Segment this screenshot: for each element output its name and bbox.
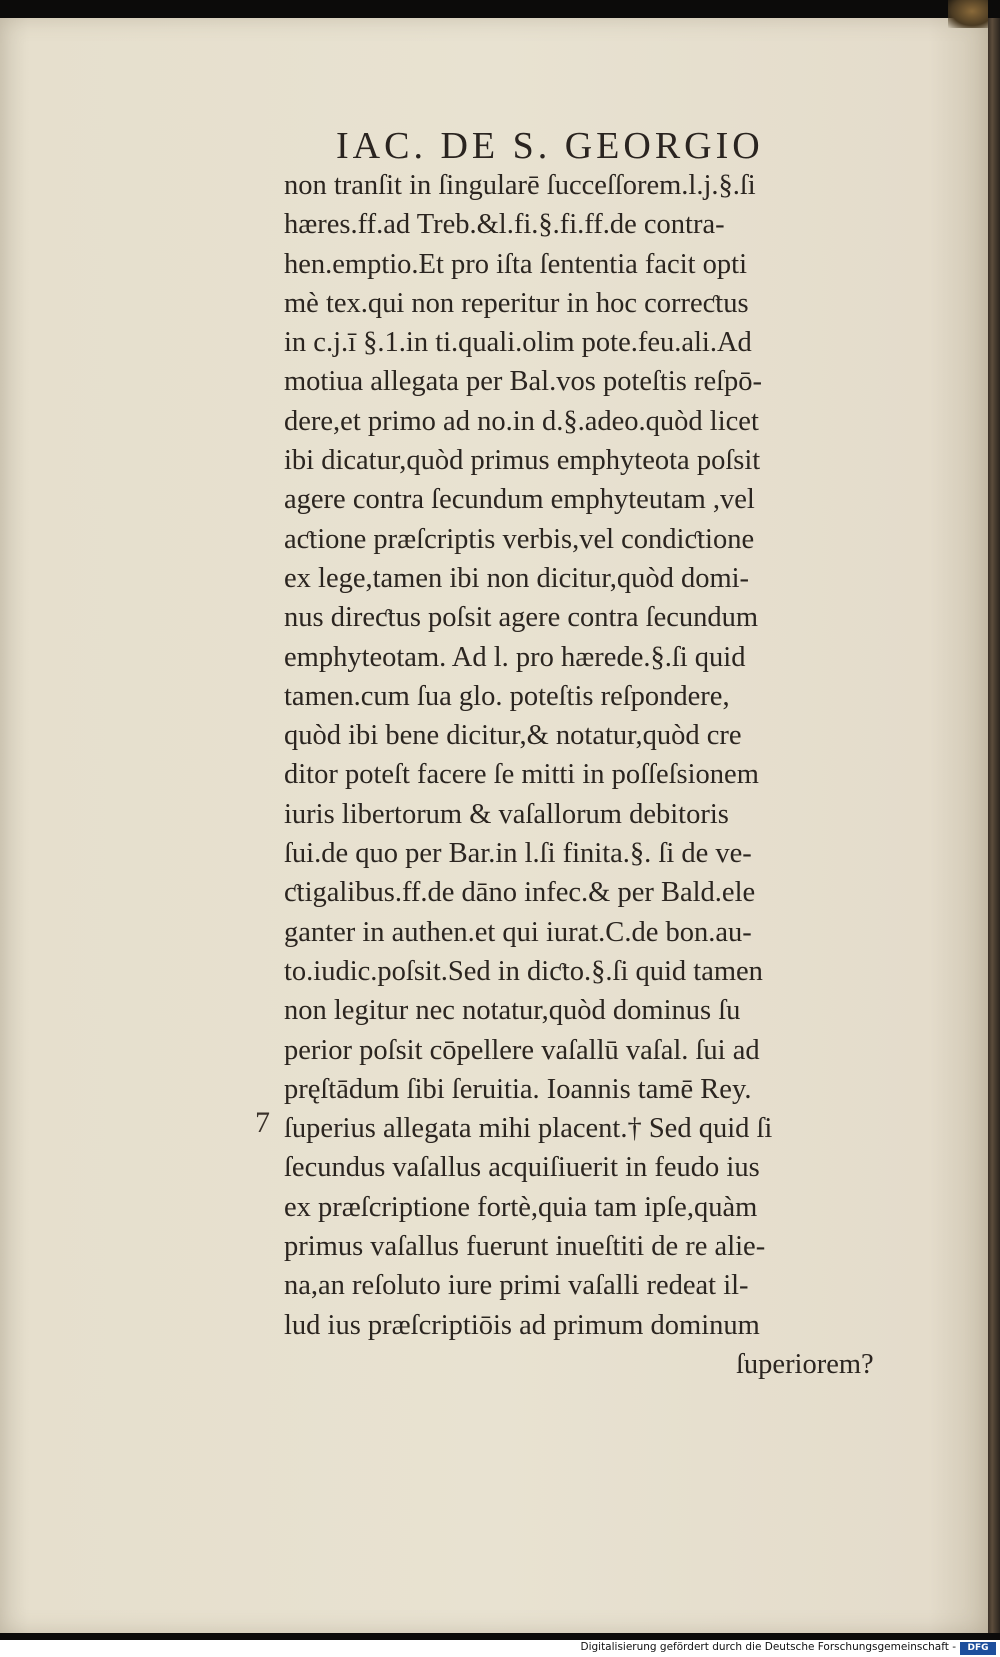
text-line: nus direƈtus poſsit agere contra ſecundum: [284, 602, 759, 634]
digitization-credit: Digitalisierung gefördert durch die Deutsche Forschungsgemeinschaft -: [580, 1641, 956, 1653]
text-line: quòd ibi bene dicitur,& notatur,quòd cre: [284, 720, 742, 752]
text-line: non tranſit in ſingularē ſucceſſorem.l.j.§.ſi: [284, 170, 756, 201]
text-line: to.iudic.poſsit.Sed in diƈto.§.ſi quid tamen: [284, 955, 763, 987]
text-line: ƈtigalibus.ff.de dāno infec.& per Bald.ele: [284, 877, 756, 909]
text-line: ditor poteſt facere ſe mitti in poſſeſsionem: [284, 759, 759, 791]
text-line: aƈtione præſcriptis verbis,vel condiƈtione: [284, 523, 755, 555]
text-line: ſecundus vaſallus acquiſiuerit in feudo ius: [284, 1152, 760, 1184]
text-line: lud ius præſcriptiōis ad primum dominum: [284, 1309, 760, 1341]
margin-note: 7: [255, 1106, 270, 1139]
text-line: ibi dicatur,quòd primus emphyteota poſsit: [284, 445, 761, 477]
text-line: primus vaſallus fuerunt inueſtiti de re alie-: [284, 1231, 766, 1263]
text-line: ganter in authen.et qui iurat.C.de bon.au-: [284, 916, 752, 948]
text-line: iuris libertorum & vaſallorum debitoris: [284, 798, 729, 830]
text-line: tamen.cum ſua glo. poteſtis reſpondere,: [284, 680, 730, 712]
running-head: IAC. DE S. GEORGIO: [336, 125, 764, 167]
text-line: emphyteotam. Ad l. pro hærede.§.ſi quid: [284, 641, 746, 673]
text-line: non legitur nec notatur,quòd dominus ſu: [284, 995, 741, 1027]
text-line: pręſtādum ſibi ſeruitia. Ioannis tamē Rey.: [284, 1073, 752, 1105]
text-line: agere contra ſecundum emphyteutam ,vel: [284, 484, 755, 516]
page-edge: [988, 18, 1000, 1633]
dfg-logo: DFG: [960, 1642, 996, 1655]
text-line: hæres.ff.ad Treb.&l.fi.§.fi.ff.de contra-: [284, 209, 725, 241]
text-line: ex lege,tamen ibi non dicitur,quòd domi-: [284, 562, 750, 594]
text-line: dere,et primo ad no.in d.§.adeo.quòd licet: [284, 405, 759, 437]
text-line: mè tex.qui non reperitur in hoc correƈtus: [284, 287, 749, 319]
text-line: hen.emptio.Et pro iſta ſententia facit opti: [284, 248, 747, 280]
text-line: motiua allegata per Bal.vos poteſtis reſpō-: [284, 366, 763, 398]
text-line: na,an reſoluto iure primi vaſalli redeat il-: [284, 1270, 749, 1302]
corner-stain: [948, 0, 988, 28]
text-line: ſui.de quo per Bar.in l.ſi finita.§. ſi de ve-: [284, 838, 752, 870]
text-line: ex præſcriptione fortè,quia tam ipſe,quàm: [284, 1191, 758, 1223]
text-line: ſuperius allegata mihi placent.† Sed quid ſi: [284, 1113, 773, 1145]
text-line: in c.j.ī §.1.in ti.quali.olim pote.feu.ali.Ad: [284, 327, 752, 359]
text-line: perior poſsit cōpellere vaſallū vaſal. ſui ad: [284, 1034, 760, 1066]
text-line: ſuperiorem?: [736, 1348, 874, 1380]
body-text: [284, 166, 924, 1384]
